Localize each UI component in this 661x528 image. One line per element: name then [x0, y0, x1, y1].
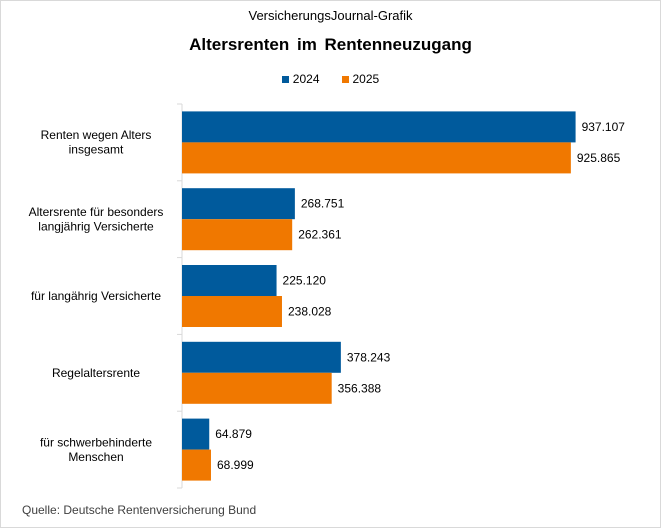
data-label-2025: 356.388 — [337, 381, 382, 396]
bar-2025 — [182, 450, 211, 481]
bar-2024 — [182, 188, 295, 219]
category-label: für langährig Versicherte — [30, 289, 162, 303]
bar-2024 — [182, 265, 277, 296]
bar-2024 — [182, 419, 209, 450]
category-label: für schwerbehinderte Menschen — [39, 435, 153, 464]
source-note: Quelle: Deutsche Rentenversicherung Bund — [22, 503, 257, 517]
data-label-2024: 937.107 — [581, 119, 625, 134]
data-label-2024: 225.120 — [282, 273, 326, 288]
bar-2024 — [182, 342, 341, 373]
chart-title: Altersrenten im Rentenneuzugang — [189, 35, 472, 54]
legend-label-2024: 2024 — [292, 72, 320, 86]
bar-2025 — [182, 296, 282, 327]
category-label: Regelaltersrente — [51, 365, 141, 380]
category-label: Altersrente für besonders langjährig Versicherte — [28, 204, 164, 234]
bar-2025 — [182, 142, 571, 173]
data-label-2025: 262.361 — [298, 227, 342, 242]
bar-2025 — [182, 219, 292, 250]
data-label-2024: 378.243 — [346, 350, 391, 365]
legend-label-2025: 2025 — [352, 72, 380, 86]
bar-2024 — [182, 111, 576, 142]
chart-subtitle: VersicherungsJournal-Grafik — [248, 8, 413, 23]
data-label-2025: 925.865 — [576, 150, 621, 165]
category-label: Renten wegen Alters insgesamt — [40, 128, 152, 157]
bar-2025 — [182, 373, 332, 404]
data-label-2025: 238.028 — [287, 304, 332, 319]
data-label-2024: 64.879 — [215, 427, 252, 442]
data-label-2024: 268.751 — [300, 196, 345, 211]
data-label-2025: 68.999 — [216, 458, 254, 473]
